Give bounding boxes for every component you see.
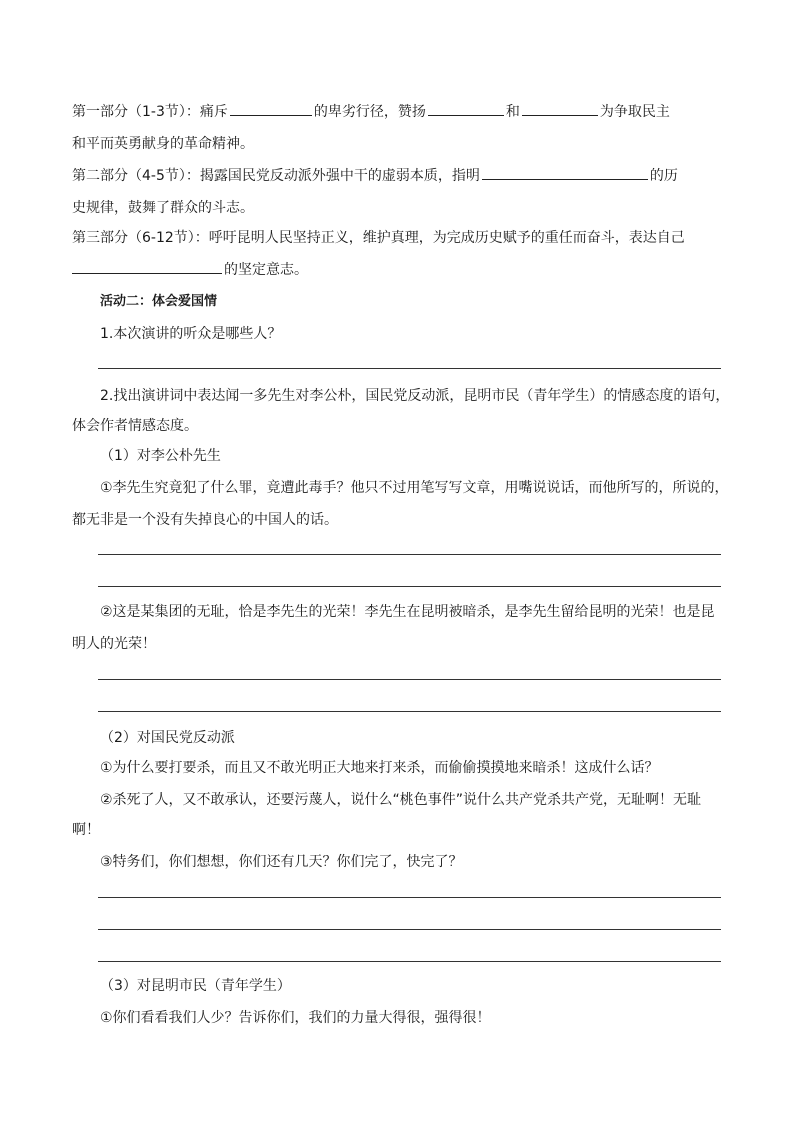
section1-quote2-line2: 明人的光荣！: [72, 636, 156, 652]
section2-quote3: ③特务们，你们想想，你们还有几天？你们完了，快完了？: [100, 854, 463, 870]
activity-title: 活动二：体会爱国情: [100, 294, 218, 309]
part1-blank-3[interactable]: [522, 101, 598, 116]
answer-line[interactable]: [98, 554, 721, 555]
part2-text-a: 第二部分（4-5节）：揭露国民党反动派外强中干的虚弱本质，指明: [72, 168, 480, 184]
answer-line[interactable]: [98, 711, 721, 712]
question-1: 1.本次演讲的听众是哪些人？: [100, 326, 282, 342]
part2-line1: [72, 160, 726, 192]
part1-text-d: 为争取民主: [599, 104, 670, 120]
section1-quote2-line1: ②这是某集团的无耻，恰是李先生的光荣！李先生在昆明被暗杀，是李先生留给昆明的光荣！也是昆: [100, 604, 715, 620]
section2-quote2-line1: ②杀死了人，又不敢承认，还要污蔑人，说什么“桃色事件”说什么共产党杀共产党，无耻啊！无耻: [100, 792, 702, 808]
answer-line[interactable]: [98, 586, 721, 587]
question-2-line2: 体会作者情感态度。: [72, 418, 198, 434]
answer-line[interactable]: [98, 679, 721, 680]
part1-text-b: 的卑劣行径，赞扬: [313, 104, 426, 120]
part2-blank[interactable]: [482, 165, 648, 180]
part2-text-b: 的历: [649, 168, 678, 184]
section2-quote2-line2: 啊！: [72, 822, 100, 838]
part3-blank[interactable]: [72, 259, 222, 274]
section2-label: （2）对国民党反动派: [100, 730, 235, 746]
section3-quote1: ①你们看看我们人少？告诉你们，我们的力量大得很，强得很！: [100, 1010, 491, 1026]
section1-quote1-line2: 都无非是一个没有失掉良心的中国人的话。: [72, 512, 338, 528]
part1-line1: [72, 96, 726, 128]
part3-line1: 第三部分（6-12节）：呼吁昆明人民坚持正义，维护真理，为完成历史赋予的重任而奋斗，表达自己: [72, 230, 685, 246]
part1-text-a: 第一部分（1-3节）：痛斥: [72, 104, 228, 120]
question-2-line1: 2.找出演讲词中表达闻一多先生对李公朴，国民党反动派，昆明市民（青年学生）的情感态度的语句，: [100, 388, 730, 404]
section1-quote1-line1: ①李先生究竟犯了什么罪，竟遭此毒手？他只不过用笔写写文章，用嘴说说话，而他所写的，所说的，: [100, 480, 729, 496]
part3-line2: [72, 254, 726, 286]
answer-line[interactable]: [98, 961, 721, 962]
part3-text-b: 的坚定意志。: [224, 262, 308, 278]
section3-label: （3）对昆明市民（青年学生）: [100, 978, 291, 994]
section2-quote1: ①为什么要打要杀，而且又不敢光明正大地来打来杀，而偷偷摸摸地来暗杀！这成什么话？: [100, 760, 659, 776]
part1-text-c: 和: [505, 104, 520, 120]
answer-line[interactable]: [98, 368, 721, 369]
part1-line2: 和平而英勇献身的革命精神。: [72, 136, 254, 152]
section1-label: （1）对李公朴先生: [100, 448, 221, 464]
part1-blank-1[interactable]: [230, 101, 312, 116]
answer-line[interactable]: [98, 929, 721, 930]
part1-blank-2[interactable]: [428, 101, 504, 116]
part2-line2: 史规律，鼓舞了群众的斗志。: [72, 200, 254, 216]
answer-line[interactable]: [98, 897, 721, 898]
